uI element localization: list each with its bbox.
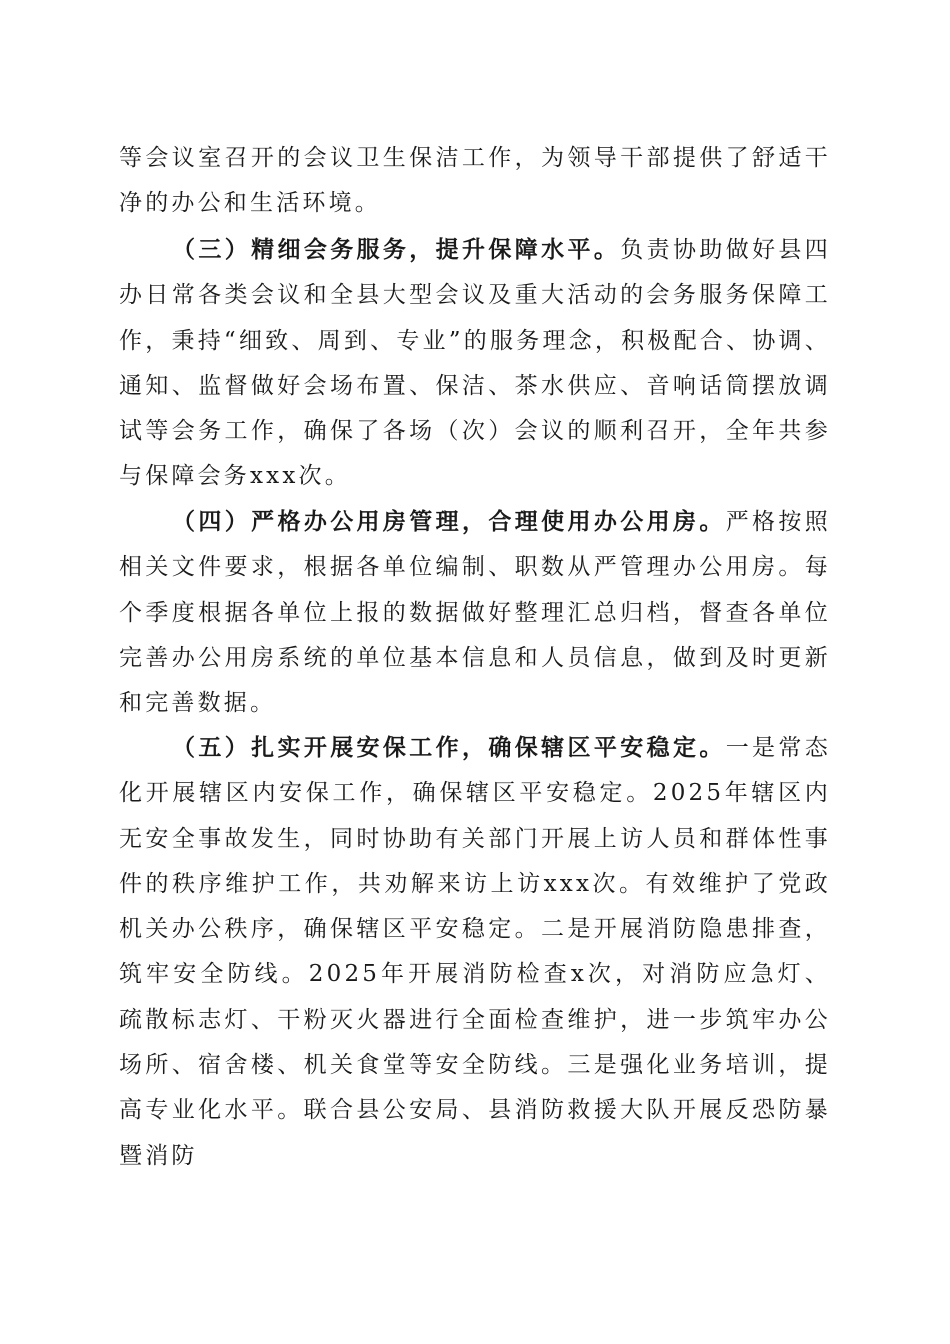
paragraph-continuation bbox=[119, 136, 831, 227]
paragraph-body: 等会议室召开的会议卫生保洁工作，为领导干部提供了舒适干净的办公和生活环境。 bbox=[119, 145, 831, 217]
paragraph-section-5 bbox=[119, 725, 831, 1179]
section-heading: （五）扎实开展安保工作，确保辖区平安稳定。 bbox=[172, 734, 726, 761]
paragraph-body: 一是常态化开展辖区内安保工作，确保辖区平安稳定。2025年辖区内无安全事故发生，同时协助有关部门开展上访人员和群体性事件的秩序维护工作，共劝解来访上访xxx次。有效维护了党政机关办公秩序，确保辖区平安稳定。二是开展消防隐患排查，筑牢安全防线。2025年开展消防检查x次，对消防应急灯、疏散标志灯、干粉灭火器进行全面检查维护，进一步筑牢办公场所、宿舍楼、机关食堂等安全防线。三是强化业务培训，提高专业化水平。联合县公安局、县消防救援大队开展反恐防暴暨消防 bbox=[119, 735, 831, 1169]
paragraph-body: 严格按照相关文件要求，根据各单位编制、职数从严管理办公用房。每个季度根据各单位上报的数据做好整理汇总归档，督查各单位完善办公用房系统的单位基本信息和人员信息，做到及时更新和完善数据。 bbox=[119, 509, 831, 717]
section-heading: （三）精细会务服务，提升保障水平。 bbox=[172, 236, 621, 263]
paragraph-body: 负责协助做好县四办日常各类会议和全县大型会议及重大活动的会务服务保障工作，秉持“细致、周到、专业”的服务理念，积极配合、协调、通知、监督做好会场布置、保洁、茶水供应、音响话筒摆放调试等会务工作，确保了各场（次）会议的顺利召开，全年共参与保障会务xxx次。 bbox=[119, 237, 831, 490]
paragraph-section-3 bbox=[119, 227, 831, 500]
paragraph-section-4 bbox=[119, 499, 831, 726]
section-heading: （四）严格办公用房管理，合理使用办公用房。 bbox=[172, 508, 726, 535]
